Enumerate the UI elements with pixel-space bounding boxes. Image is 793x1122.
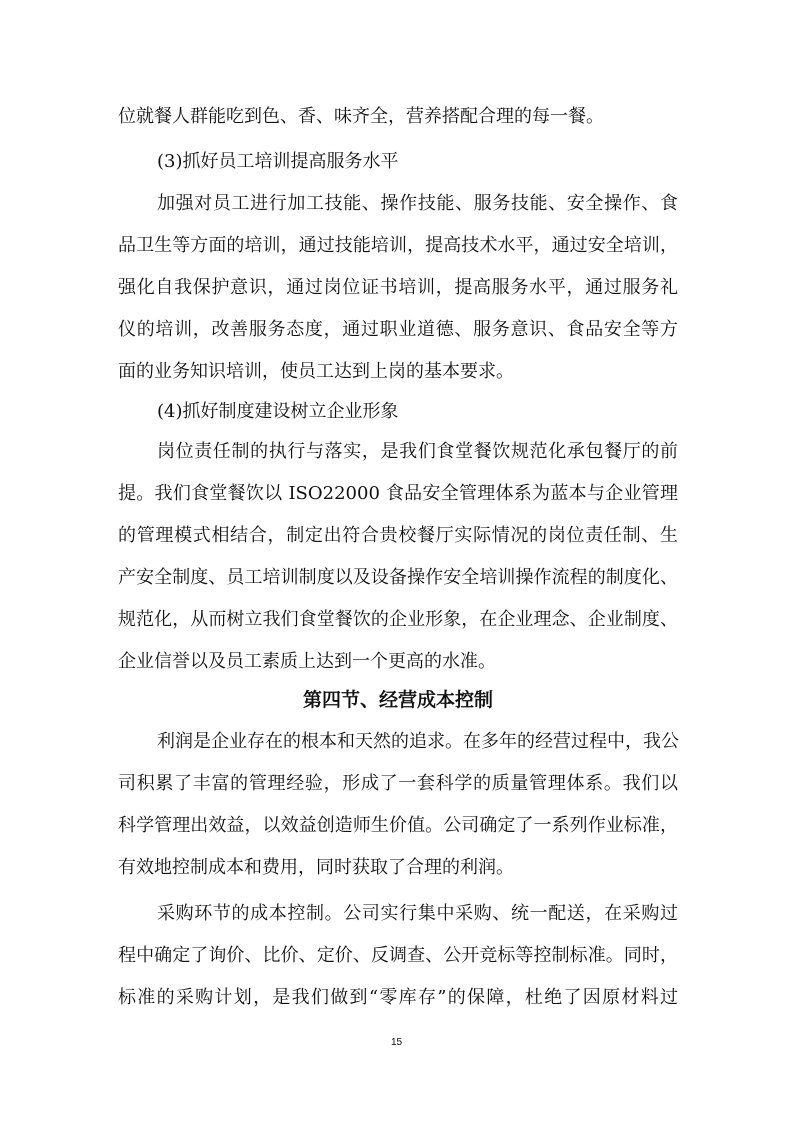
paragraph-line: 利润是企业存在的根本和天然的追求。在多年的经营过程中，我公 xyxy=(157,731,679,752)
paragraph-line: 科学管理出效益，以效益创造师生价值。公司确定了一系列作业标准， xyxy=(118,815,678,836)
paragraph-line: 加强对员工进行加工技能、操作技能、服务技能、安全操作、食 xyxy=(157,193,678,214)
paragraph-line: 有效地控制成本和费用，同时获取了合理的利润。 xyxy=(118,857,514,878)
section-title: 第四节、经营成本控制 xyxy=(302,689,493,711)
paragraph-line: 企业信誉以及员工素质上达到一个更高的水准。 xyxy=(118,651,496,672)
paragraph-line: 规范化，从而树立我们食堂餐饮的企业形象，在企业理念、企业制度、 xyxy=(118,609,678,630)
paragraph-line: 的管理模式相结合，制定出符合贵校餐厅实际情况的岗位责任制、生 xyxy=(118,525,678,546)
paragraph-line: 程中确定了询价、比价、定价、反调查、公开竞标等控制标准。同时， xyxy=(118,945,678,966)
paragraph-line: 产安全制度、员工培训制度以及设备操作安全培训操作流程的制度化、 xyxy=(118,567,678,588)
paragraph-line: 位就餐人群能吃到色、香、味齐全，营养搭配合理的每一餐。 xyxy=(118,106,604,127)
paragraph-line: 提。我们食堂餐饮以 ISO22000 食品安全管理体系为蓝本与企业管理 xyxy=(118,483,678,504)
subsection-heading: (4)抓好制度建设树立企业形象 xyxy=(157,401,399,422)
subsection-heading: (3)抓好员工培训提高服务水平 xyxy=(157,151,399,172)
paragraph-line: 品卫生等方面的培训，通过技能培训，提高技术水平，通过安全培训， xyxy=(118,235,678,256)
paragraph-line: 强化自我保护意识，通过岗位证书培训，提高服务水平，通过服务礼 xyxy=(118,277,678,298)
paragraph-line: 仪的培训，改善服务态度，通过职业道德、服务意识、食品安全等方 xyxy=(118,319,678,340)
paragraph-line: 司积累了丰富的管理经验，形成了一套科学的质量管理体系。我们以 xyxy=(118,773,678,794)
paragraph-line: 采购环节的成本控制。公司实行集中采购、统一配送，在采购过 xyxy=(157,903,678,924)
page-number: 15 xyxy=(390,1037,403,1048)
paragraph-line: 岗位责任制的执行与落实，是我们食堂餐饮规范化承包餐厅的前 xyxy=(157,441,678,462)
paragraph-line: 标准的采购计划，是我们做到“零库存”的保障，杜绝了因原材料过 xyxy=(118,987,678,1008)
paragraph-line: 面的业务知识培训，使员工达到上岗的基本要求。 xyxy=(118,361,514,382)
